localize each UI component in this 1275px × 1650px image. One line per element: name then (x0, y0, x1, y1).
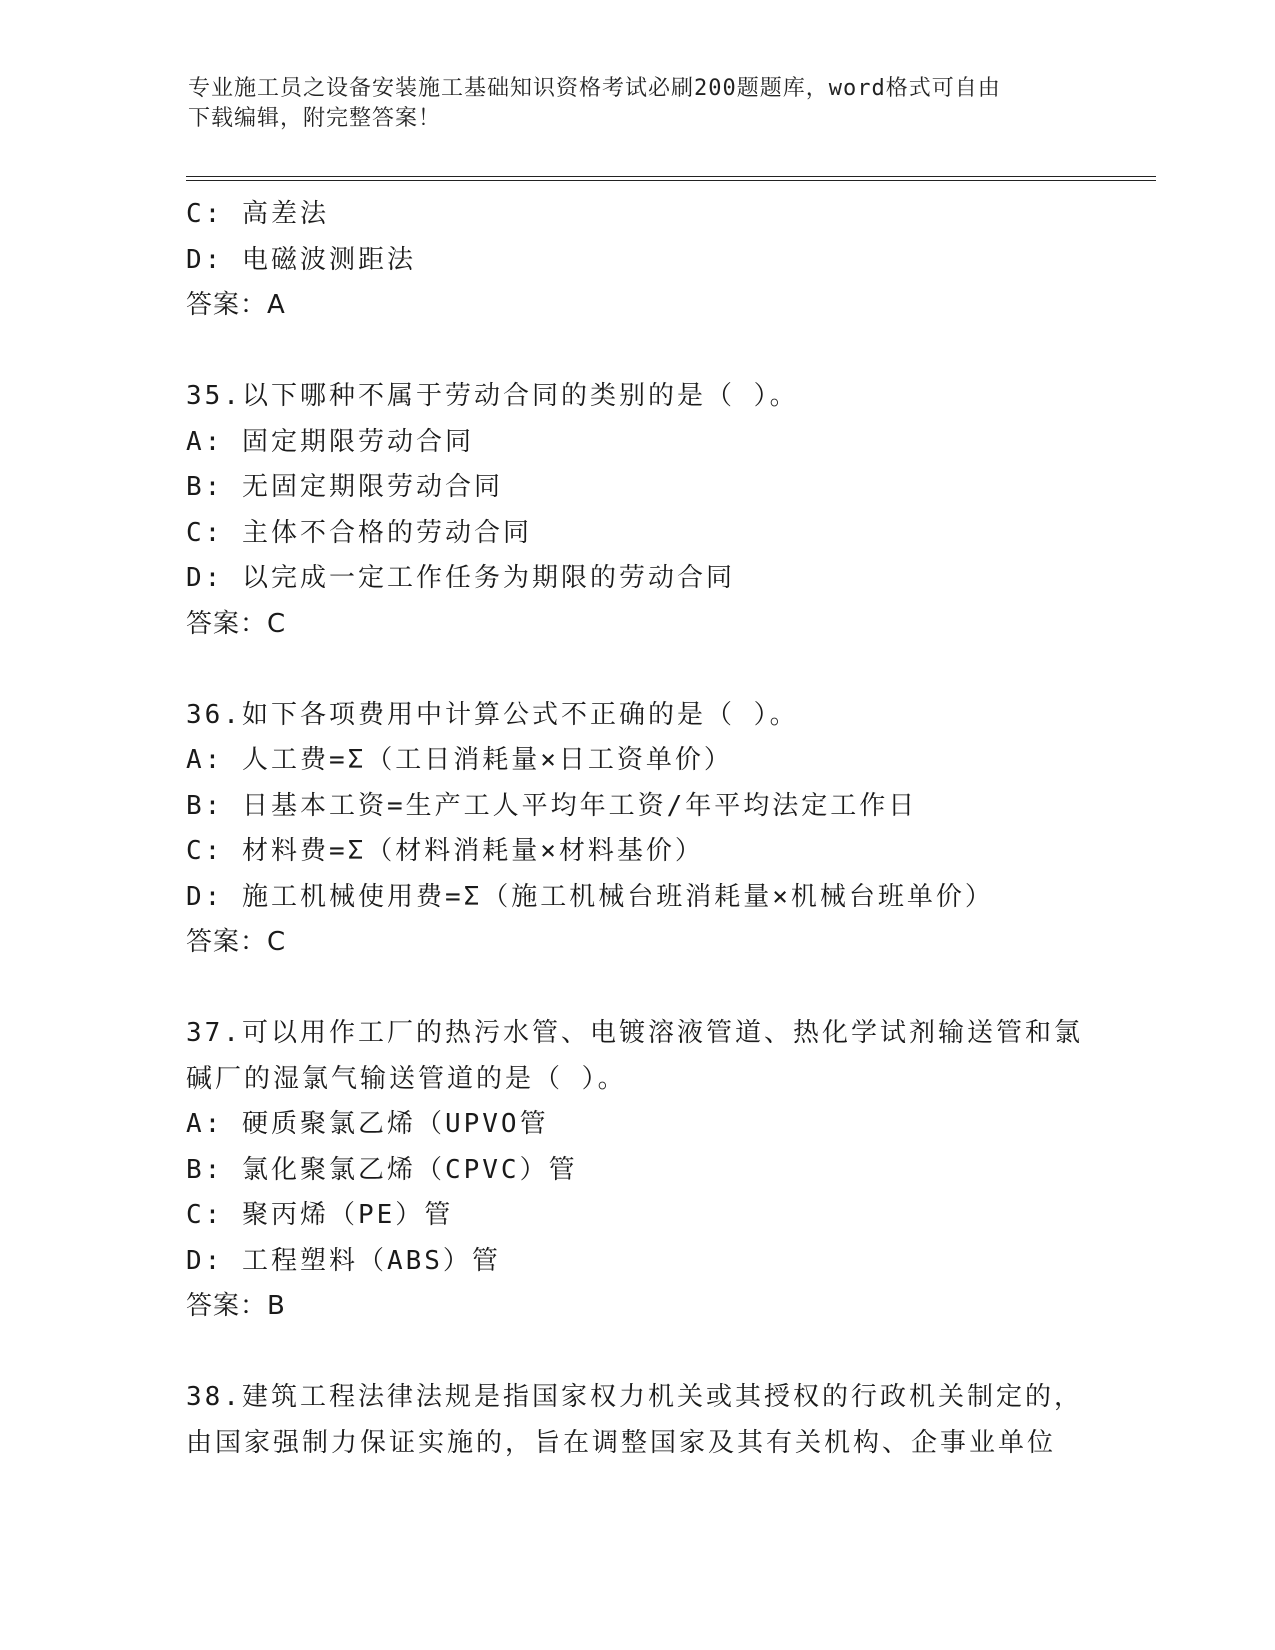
question-35 (186, 374, 1086, 647)
spacer (186, 1330, 1086, 1376)
question-text-line-2: 由国家强制力保证实施的，旨在调整国家及其有关机构、企事业单位 (186, 1427, 1057, 1458)
option-d: D: 以完成一定工作任务为期限的劳动合同 (186, 563, 735, 593)
question-36 (186, 693, 1086, 966)
option-b: B: 日基本工资=生产工人平均年工资/年平均法定工作日 (186, 790, 918, 821)
header-title-line-2: 下载编辑，附完整答案！ (188, 106, 442, 131)
header-title-line-1: 专业施工员之设备安装施工基础知识资格考试必刷200题题库，word格式可自由 (188, 76, 1001, 101)
question-text-line-1: 37.可以用作工厂的热污水管、电镀溶液管道、热化学试剂输送管和氯 (186, 1018, 1083, 1048)
answer-line: 答案：B (186, 1291, 286, 1321)
option-a: A: 人工费=Σ（工日消耗量×日工资单价） (186, 745, 733, 775)
option-b: B: 无固定期限劳动合同 (186, 472, 503, 502)
option-b: B: 氯化聚氯乙烯（CPVC）管 (186, 1154, 578, 1185)
answer-line: 答案：C (186, 608, 287, 639)
answer-line: 答案：A (186, 290, 286, 320)
question-text-line-2: 碱厂的湿氯气输送管道的是（ ）。 (186, 1063, 627, 1094)
option-a: A: 固定期限劳动合同 (186, 426, 474, 457)
option-d: D: 电磁波测距法 (186, 244, 416, 275)
question-text: 36.如下各项费用中计算公式不正确的是（ ）。 (186, 699, 799, 730)
question-37 (186, 1011, 1086, 1330)
option-d: D: 工程塑料（ABS）管 (186, 1245, 501, 1276)
spacer (186, 329, 1086, 375)
spacer (186, 966, 1086, 1012)
option-c: C: 聚丙烯（PE）管 (186, 1200, 454, 1230)
option-a: A: 硬质聚氯乙烯（UPVO管 (186, 1109, 549, 1139)
header-divider (186, 176, 1156, 181)
answer-line: 答案：C (186, 927, 287, 957)
question-34-carryover (186, 192, 1086, 329)
question-content (186, 192, 1086, 1466)
spacer (186, 647, 1086, 693)
option-c: C: 材料费=Σ（材料消耗量×材料基价） (186, 836, 704, 866)
page-header (188, 74, 1068, 134)
question-38 (186, 1375, 1086, 1466)
option-c: C: 高差法 (186, 199, 329, 229)
option-c: C: 主体不合格的劳动合同 (186, 517, 532, 548)
option-d: D: 施工机械使用费=Σ（施工机械台班消耗量×机械台班单价） (186, 881, 994, 912)
question-text: 35.以下哪种不属于劳动合同的类别的是（ ）。 (186, 381, 799, 411)
question-text-line-1: 38.建筑工程法律法规是指国家权力机关或其授权的行政机关制定的， (186, 1382, 1083, 1412)
